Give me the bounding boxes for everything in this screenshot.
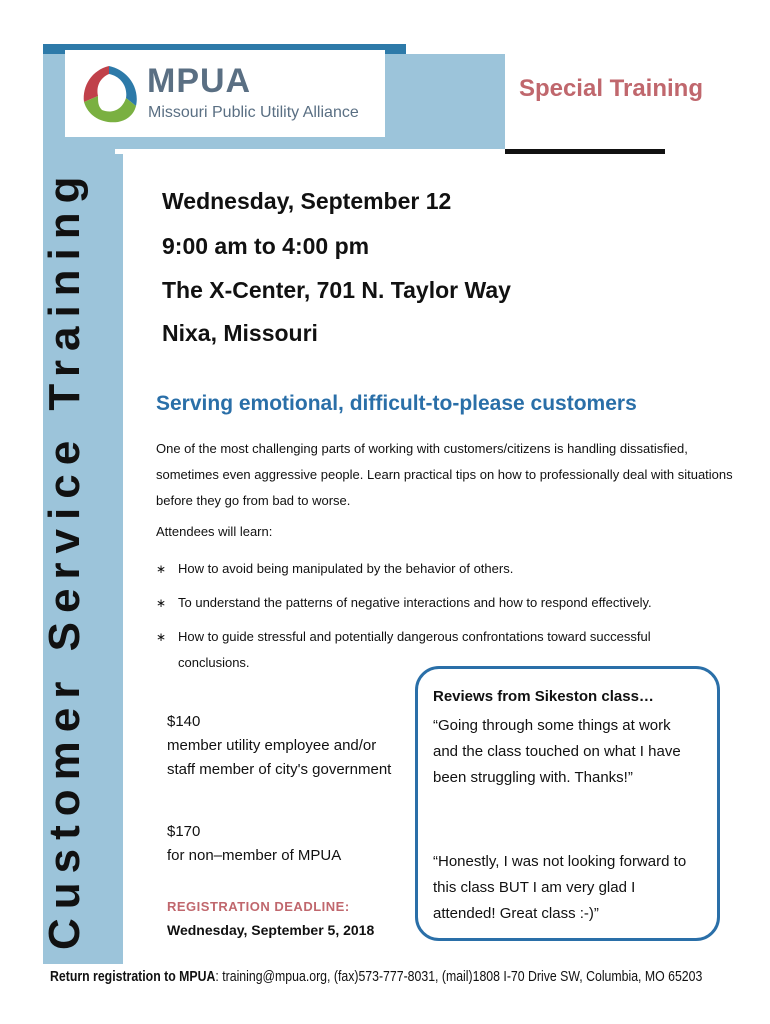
footer-contact (50, 968, 702, 985)
list-item (156, 590, 716, 616)
member-description: member utility employee and/or staff member of city's government (167, 737, 392, 778)
course-description: One of the most challenging parts of working with customers/citizens is handling dissatisfied, sometimes even aggressive people. Learn practical tips on how to professionally deal with situations before they go from bad to worse. (156, 441, 733, 508)
attendees-intro: Attendees will learn: (156, 524, 273, 539)
learning-list (156, 556, 716, 684)
nonmember-pricing (167, 820, 407, 868)
logo-title: MPUA (147, 62, 252, 100)
event-date: Wednesday, September 12 (162, 188, 452, 214)
asterisk-bullet-icon: ∗ (156, 596, 167, 610)
event-city: Nixa, Missouri (162, 320, 318, 346)
asterisk-bullet-icon: ∗ (156, 562, 167, 576)
footer-label: Return registration to MPUA (50, 968, 216, 985)
sidebar-title: Customer Service Training (40, 167, 89, 950)
course-title: Serving emotional, difficult-to-please customers (156, 392, 637, 415)
nonmember-price: $170 (167, 823, 201, 840)
deadline-label: REGISTRATION DEADLINE: (167, 899, 350, 914)
member-pricing (167, 710, 407, 782)
list-item-text: How to avoid being manipulated by the behavior of others. (178, 561, 514, 576)
review-quote: “Honestly, I was not looking forward to this class BUT I am very glad I attended! Great class :-)” (433, 853, 687, 922)
deadline-date: Wednesday, September 5, 2018 (167, 922, 375, 938)
list-item-text: How to guide stressful and potentially dangerous confrontations toward successful conclusions. (178, 629, 651, 670)
special-training-heading: Special Training (518, 75, 703, 102)
member-price: $140 (167, 713, 201, 730)
nonmember-description: for non–member of MPUA (167, 847, 342, 864)
asterisk-bullet-icon: ∗ (156, 630, 167, 644)
header-band-extension (405, 54, 505, 154)
reviews-title: Reviews from Sikeston class… (433, 688, 654, 705)
event-venue: The X-Center, 701 N. Taylor Way (162, 277, 511, 303)
review-quote: “Going through some things at work and the class touched on what I have been struggling with. Thanks!” (433, 717, 681, 786)
event-time: 9:00 am to 4:00 pm (162, 233, 370, 259)
list-item (156, 556, 716, 582)
list-item-text: To understand the patterns of negative interactions and how to respond effectively. (178, 595, 652, 610)
mpua-logo-icon (78, 62, 140, 126)
footer-details: : training@mpua.org, (fax)573-777-8031, (mail)1808 I-70 Drive SW, Columbia, MO 65203 (215, 968, 703, 985)
header-rule-mask (115, 149, 505, 154)
logo-subtitle: Missouri Public Utility Alliance (148, 104, 359, 121)
